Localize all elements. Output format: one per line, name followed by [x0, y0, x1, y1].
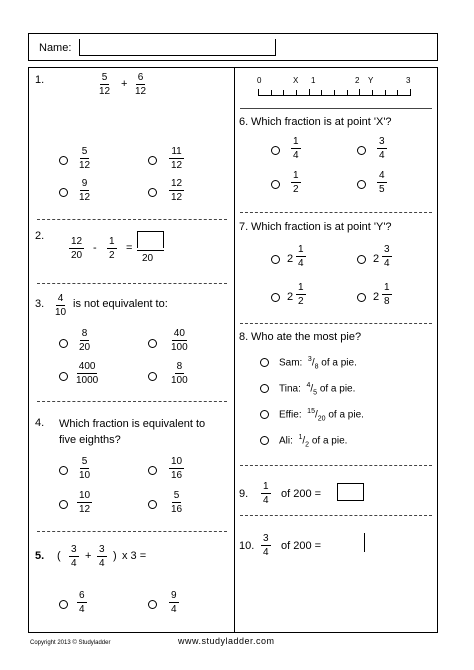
number-line-tick	[410, 89, 411, 96]
q8-option-b-radio[interactable]	[260, 384, 269, 393]
q1-option-c-radio[interactable]	[59, 188, 68, 197]
q3-option-d: $\frac{8}{100}$	[171, 361, 188, 386]
number-line-tick	[309, 89, 310, 96]
column-divider	[234, 68, 235, 632]
q3-option-b-radio[interactable]	[148, 339, 157, 348]
q2-answer-denominator: 20	[142, 253, 154, 264]
q1-option-b-radio[interactable]	[148, 156, 157, 165]
q10-fraction: $\frac{3}{4}$	[263, 533, 269, 558]
q2-equals: =	[126, 242, 133, 254]
number-line-label-1: 1	[311, 76, 316, 85]
q8-text: Who ate the most pie?	[251, 331, 362, 343]
q7-option-c-radio[interactable]	[271, 293, 280, 302]
q3-option-d-radio[interactable]	[148, 372, 157, 381]
q7-option-a-radio[interactable]	[271, 255, 280, 264]
q1-operator: +	[121, 78, 128, 90]
q7-option-d-radio[interactable]	[357, 293, 366, 302]
q7-option-a: $\frac{1}{4}$	[298, 244, 304, 269]
q5-operator: +	[85, 550, 92, 562]
separator	[37, 531, 227, 532]
q6-option-a: $\frac{1}{4}$	[293, 136, 299, 161]
q2-fraction-b: $\frac{1}{2}$	[109, 236, 115, 261]
q7-option-a-whole: 2	[287, 253, 294, 265]
number-line-tick	[359, 89, 360, 96]
q1-option-b: $\frac{11}{12}$	[171, 146, 183, 171]
q6-option-c-radio[interactable]	[271, 180, 280, 189]
worksheet	[28, 33, 438, 633]
q5-option-a-radio[interactable]	[59, 600, 68, 609]
name-input-box[interactable]	[79, 39, 276, 56]
q8-option-b: Tina: $^4/_5$ of a pie.	[279, 382, 356, 397]
q1-fraction-a: $\frac{5}{12}$	[99, 72, 111, 97]
q10-text: of 200 =	[281, 540, 322, 552]
number-line-label-y: Y	[368, 76, 374, 85]
number-line-tick	[372, 90, 373, 95]
q9-answer-box[interactable]	[337, 483, 364, 501]
number-line-axis	[258, 95, 410, 96]
q7-option-c: $\frac{1}{2}$	[298, 282, 304, 307]
q6-text: Which fraction is at point 'X'?	[251, 116, 392, 128]
q5-open-paren: (	[57, 550, 61, 562]
q7-option-b: $\frac{3}{4}$	[384, 244, 390, 269]
q4-option-b-radio[interactable]	[148, 466, 157, 475]
q5-number: 5.	[35, 550, 45, 562]
q3-fraction: $\frac{4}{10}$	[55, 293, 67, 318]
q9-fraction: $\frac{1}{4}$	[263, 481, 269, 506]
q2-number: 2.	[35, 230, 45, 242]
separator	[240, 212, 432, 213]
separator	[37, 219, 227, 220]
q5-fraction-a: $\frac{3}{4}$	[71, 544, 77, 569]
q10-number: 10.	[239, 540, 255, 552]
q1-option-a-radio[interactable]	[59, 156, 68, 165]
number-line-tick	[385, 90, 386, 95]
q10-answer-box[interactable]	[364, 533, 365, 552]
q6-option-c: $\frac{1}{2}$	[293, 170, 299, 195]
q6-option-d-radio[interactable]	[357, 180, 366, 189]
q4-option-a-radio[interactable]	[59, 466, 68, 475]
number-line-tick	[347, 90, 348, 95]
q7-option-d: $\frac{1}{8}$	[384, 282, 390, 307]
q3-option-b: $\frac{40}{100}$	[171, 328, 188, 353]
number-line-tick	[397, 90, 398, 95]
number-line-label-x: X	[293, 76, 299, 85]
q3-option-c-radio[interactable]	[59, 372, 68, 381]
q2-fraction-a: $\frac{12}{20}$	[71, 236, 83, 261]
q4-text-line2: five eighths?	[59, 434, 121, 446]
q3-number: 3.	[35, 298, 45, 310]
number-line-tick	[283, 90, 284, 95]
q5-close-paren: )	[113, 550, 117, 562]
number-line-label-0: 0	[257, 76, 262, 85]
q1-option-a: $\frac{5}{12}$	[79, 146, 91, 171]
q7-text: Which fraction is at point 'Y'?	[251, 221, 392, 233]
q8-number: 8.	[239, 331, 249, 343]
q5-option-b-radio[interactable]	[148, 600, 157, 609]
q5-fraction-b: $\frac{3}{4}$	[99, 544, 105, 569]
q3-option-a-radio[interactable]	[59, 339, 68, 348]
separator	[37, 283, 227, 284]
separator	[240, 108, 432, 109]
number-line-label-3: 3	[406, 76, 411, 85]
q7-option-c-whole: 2	[287, 291, 294, 303]
q1-fraction-b: $\frac{6}{12}$	[135, 72, 147, 97]
questions-frame	[28, 67, 438, 633]
q7-option-b-whole: 2	[373, 253, 380, 265]
separator	[240, 515, 432, 516]
q5-option-a: $\frac{6}{4}$	[79, 590, 85, 615]
q2-answer-box[interactable]	[137, 231, 164, 248]
q4-text-line1: Which fraction is equivalent to	[59, 418, 206, 430]
q5-times: x 3 =	[122, 550, 147, 562]
q8-option-a: Sam: $^3/_8$ of a pie.	[279, 356, 357, 371]
q4-option-c-radio[interactable]	[59, 500, 68, 509]
q6-number: 6.	[239, 116, 249, 128]
number-line-tick	[296, 90, 297, 95]
q1-number: 1.	[35, 74, 45, 86]
q4-option-b: $\frac{10}{16}$	[171, 456, 183, 481]
separator	[37, 401, 227, 402]
website-url: www.studyladder.com	[178, 636, 275, 646]
q3-option-a: $\frac{8}{20}$	[79, 328, 91, 353]
q6-option-d: $\frac{4}{5}$	[379, 170, 385, 195]
q9-text: of 200 =	[281, 488, 322, 500]
q4-option-c: $\frac{10}{12}$	[79, 490, 91, 515]
q6-option-b-radio[interactable]	[357, 146, 366, 155]
q3-text: is not equivalent to:	[73, 298, 168, 310]
q7-option-d-whole: 2	[373, 291, 380, 303]
q4-number: 4.	[35, 417, 45, 429]
number-line-tick	[334, 90, 335, 95]
separator	[240, 465, 432, 466]
q7-number: 7.	[239, 221, 249, 233]
q4-option-d: $\frac{5}{16}$	[171, 490, 183, 515]
number-line-label-2: 2	[355, 76, 360, 85]
number-line-tick	[321, 90, 322, 95]
q8-option-d: Ali: $^1/_2$ of a pie.	[279, 434, 348, 449]
q6-option-b: $\frac{3}{4}$	[379, 136, 385, 161]
q7-option-b-radio[interactable]	[357, 255, 366, 264]
q3-option-c: $\frac{400}{1000}$	[76, 361, 99, 386]
q9-number: 9.	[239, 488, 249, 500]
q2-operator: -	[93, 242, 97, 254]
name-label: Name:	[39, 42, 72, 54]
number-line-tick	[271, 90, 272, 95]
q8-option-d-radio[interactable]	[260, 436, 269, 445]
q1-option-c: $\frac{9}{12}$	[79, 178, 91, 203]
q4-option-d-radio[interactable]	[148, 500, 157, 509]
q8-option-c-radio[interactable]	[260, 410, 269, 419]
q5-option-b: $\frac{9}{4}$	[171, 590, 177, 615]
q2-answer-fraction-bar	[137, 250, 164, 251]
q8-option-a-radio[interactable]	[260, 358, 269, 367]
copyright-text: Copyright 2013 © Studyladder	[30, 640, 111, 646]
number-line-tick	[258, 89, 259, 96]
name-row	[28, 33, 438, 61]
q4-option-a: $\frac{5}{10}$	[79, 456, 91, 481]
q1-option-d: $\frac{12}{12}$	[171, 178, 183, 203]
q1-option-d-radio[interactable]	[148, 188, 157, 197]
separator	[240, 323, 432, 324]
q6-option-a-radio[interactable]	[271, 146, 280, 155]
q8-option-c: Effie: $^{15}/_{20}$ of a pie.	[279, 408, 364, 423]
